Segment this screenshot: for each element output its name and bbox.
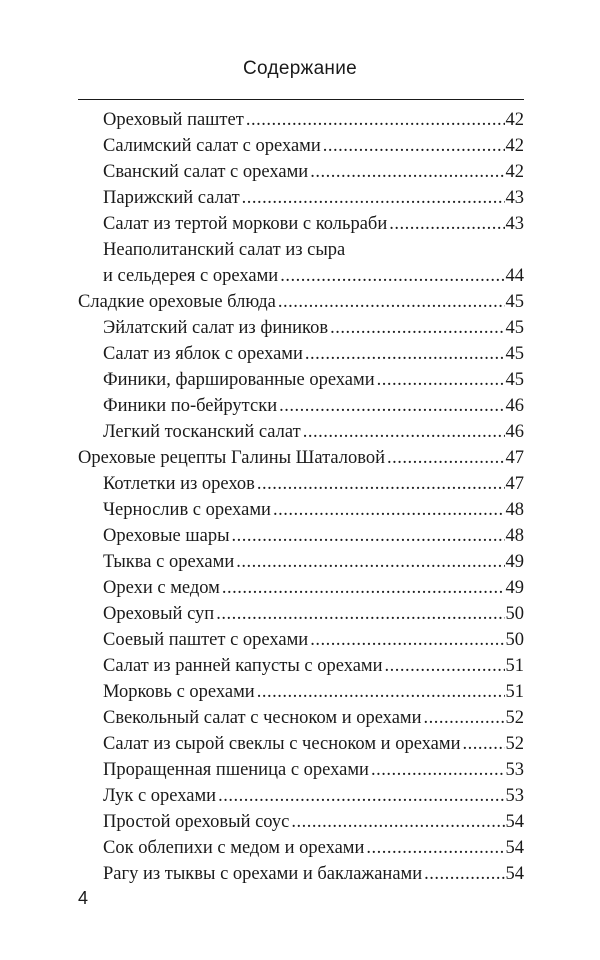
toc-entry [78,393,524,419]
toc-entry-page: 49 [505,578,524,598]
toc-leader-dots [371,757,505,783]
toc-entry [78,471,524,497]
toc-section-page: 47 [505,448,524,468]
toc-entry-page: 49 [505,552,524,572]
toc-entry-title: Салат из ранней капусты с орехами [103,656,383,676]
toc-leader-dots [291,809,504,835]
toc-leader-dots [462,731,504,757]
toc-leader-dots [280,263,504,289]
toc-entry-title-line1: Неаполитанский салат из сыра [103,240,346,260]
toc-entry [78,549,524,575]
toc-entry-multiline [78,237,524,289]
toc-entry-title: Свекольный салат с чесноком и орехами [103,708,422,728]
toc-entry-page: 51 [505,682,524,702]
toc-leader-dots [246,107,505,133]
toc-entry [78,523,524,549]
toc-leader-dots [323,133,505,159]
toc-entry-title: Проращенная пшеница с орехами [103,760,369,780]
toc-entry-page: 45 [505,344,524,364]
toc-entry-page: 52 [505,708,524,728]
toc-entry-page: 46 [505,422,524,442]
toc-entry-title: Орехи с медом [103,578,220,598]
toc-leader-dots [242,185,505,211]
toc-entry-title: Тыква с орехами [103,552,235,572]
toc-entry [78,367,524,393]
toc-entry [78,679,524,705]
toc-leader-dots [310,159,504,185]
toc-entry-title: Чернослив с орехами [103,500,271,520]
toc-entry [78,315,524,341]
toc-leader-dots [424,861,504,887]
toc-entry [78,419,524,445]
toc-leader-dots [387,445,504,471]
toc-leader-dots [389,211,504,237]
toc-entry-title: Финики, фаршированные орехами [103,370,375,390]
table-of-contents [78,107,524,887]
toc-entry-page: 42 [505,110,524,130]
toc-entry-page: 53 [505,760,524,780]
toc-entry-page: 54 [505,812,524,832]
toc-entry [78,809,524,835]
toc-entry-title: Ореховый паштет [103,110,244,130]
toc-entry [78,497,524,523]
toc-entry-page: 44 [505,266,524,286]
toc-entry-page: 42 [505,162,524,182]
toc-leader-dots [305,341,505,367]
toc-entry [78,757,524,783]
toc-leader-dots [257,679,505,705]
toc-leader-dots [279,393,504,419]
toc-entry-title: Салат из тертой моркови с кольраби [103,214,388,234]
header-rule [78,99,524,100]
toc-entry-title: Морковь с орехами [103,682,255,702]
toc-entry-page: 46 [505,396,524,416]
toc-entry-page: 43 [505,188,524,208]
toc-section [78,445,524,471]
toc-leader-dots [222,575,505,601]
toc-entry [78,783,524,809]
toc-leader-dots [310,627,504,653]
toc-entry-page: 54 [505,864,524,884]
toc-leader-dots [330,315,504,341]
toc-entry-title: Ореховый суп [103,604,215,624]
toc-leader-dots [216,601,504,627]
toc-entry-title: Сванский салат с орехами [103,162,309,182]
toc-entry [78,627,524,653]
toc-leader-dots [366,835,504,861]
toc-entry-page: 54 [505,838,524,858]
toc-entry-title: Салат из сырой свеклы с чесноком и орехами [103,734,461,754]
toc-entry-title: Лук с орехами [103,786,217,806]
toc-entry-title: Эйлатский салат из фиников [103,318,329,338]
toc-entry [78,575,524,601]
toc-leader-dots [385,653,505,679]
toc-entry-page: 47 [505,474,524,494]
toc-leader-dots [273,497,505,523]
toc-entry [78,601,524,627]
toc-leader-dots [232,523,505,549]
toc-entry-page: 50 [505,630,524,650]
toc-leader-dots [218,783,504,809]
toc-entry-title: Финики по-бейрутски [103,396,278,416]
toc-entry [78,835,524,861]
toc-entry-page: 42 [505,136,524,156]
toc-entry [78,341,524,367]
toc-section [78,289,524,315]
toc-entry-title: Салимский салат с орехами [103,136,321,156]
running-header: Содержание [242,58,358,79]
toc-entry-page: 48 [505,526,524,546]
toc-entry-title: Соевый паштет с орехами [103,630,309,650]
toc-entry-title: Легкий тосканский салат [103,422,301,442]
toc-entry [78,211,524,237]
toc-entry [78,133,524,159]
toc-entry-page: 53 [505,786,524,806]
toc-entry-title: Котлетки из орехов [103,474,255,494]
toc-entry-page: 48 [505,500,524,520]
page-number: 4 [78,888,89,908]
toc-entry-title: Ореховые шары [103,526,230,546]
toc-entry [78,731,524,757]
toc-entry [78,159,524,185]
toc-leader-dots [257,471,505,497]
toc-entry [78,705,524,731]
toc-entry-title: Простой ореховый соус [103,812,290,832]
toc-leader-dots [278,289,505,315]
toc-entry [78,185,524,211]
toc-entry-title: Рагу из тыквы с орехами и баклажанами [103,864,423,884]
toc-leader-dots [236,549,504,575]
toc-section-page: 45 [505,292,524,312]
toc-entry-title: Салат из яблок с орехами [103,344,303,364]
toc-leader-dots [303,419,505,445]
toc-entry [78,107,524,133]
toc-entry-page: 50 [505,604,524,624]
toc-entry-page: 45 [505,318,524,338]
toc-entry [78,861,524,887]
toc-entry-page: 43 [505,214,524,234]
toc-leader-dots [424,705,505,731]
toc-entry-title: и сельдерея с орехами [103,266,279,286]
toc-entry-title: Парижский салат [103,188,240,208]
toc-section-title: Ореховые рецепты Галины Шаталовой [78,448,386,468]
toc-leader-dots [377,367,505,393]
toc-entry-page: 45 [505,370,524,390]
toc-entry-page: 52 [505,734,524,754]
toc-entry [78,653,524,679]
toc-section-title: Сладкие ореховые блюда [78,292,276,312]
toc-entry-page: 51 [505,656,524,676]
toc-entry-title: Сок облепихи с медом и орехами [103,838,365,858]
toc-entry [103,263,524,289]
